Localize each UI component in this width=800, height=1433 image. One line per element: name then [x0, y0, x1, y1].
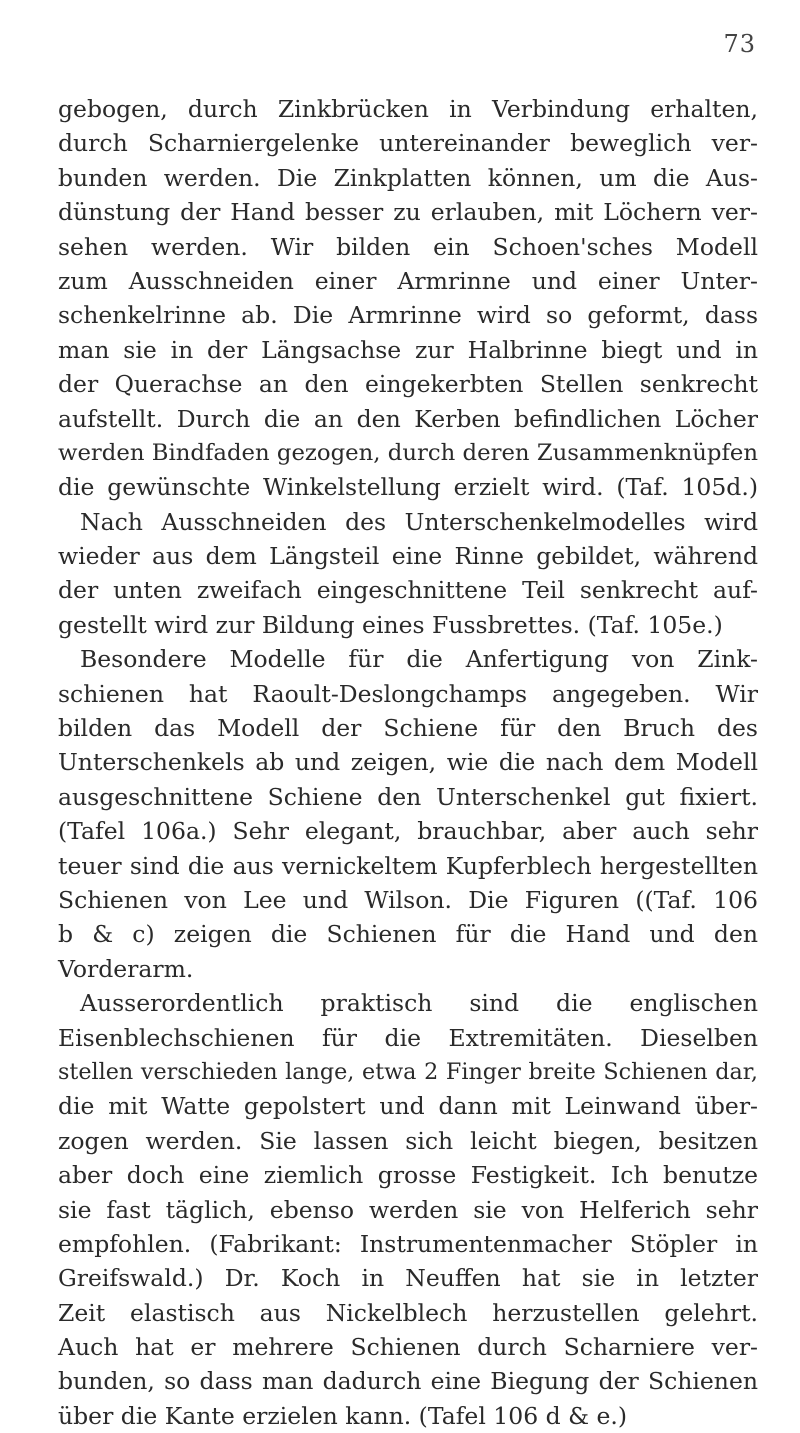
text-line: werden Bindfaden gezogen, durch deren Zusammenknüpfen [58, 439, 758, 466]
text-line: dünstung der Hand besser zu erlauben, mit Löchern ver- [58, 198, 758, 227]
text-line: die mit Watte gepolstert und dann mit Leinwand über- [58, 1092, 758, 1121]
text-line: Nach Ausschneiden des Unterschenkelmodelles wird [80, 507, 758, 536]
text-line: Greifswald.) Dr. Koch in Neuffen hat sie in letzter [58, 1264, 758, 1293]
text-line: b & c) zeigen die Schienen für die Hand und den [58, 920, 758, 949]
text-line: der Querachse an den eingekerbten Stellen senkrecht [58, 370, 758, 399]
text-line: Eisenblechschienen für die Extremitäten. Dieselben [58, 1023, 758, 1052]
text-line: teuer sind die aus vernickeltem Kupferblech hergestellten [58, 851, 758, 880]
text-line: Ausserordentlich praktisch sind die englischen [80, 989, 758, 1018]
text-line: empfohlen. (Fabrikant: Instrumentenmacher Stöpler in [58, 1229, 758, 1258]
text-line: der unten zweifach eingeschnittene Teil senkrecht auf- [58, 576, 758, 605]
text-line: wieder aus dem Längsteil eine Rinne gebildet, während [58, 542, 758, 571]
text-line: bilden das Modell der Schiene für den Bruch des [58, 714, 758, 743]
text-line: man sie in der Längsachse zur Halbrinne biegt und in [58, 335, 758, 364]
text-line: gestellt wird zur Bildung eines Fussbrettes. (Taf. 105e.) [58, 610, 723, 639]
page-number: 73 [723, 30, 756, 58]
text-line: durch Scharniergelenke untereinander beweglich ver- [58, 129, 758, 158]
text-line: Zeit elastisch aus Nickelblech herzustellen gelehrt. [58, 1298, 758, 1327]
text-line: Unterschenkels ab und zeigen, wie die nach dem Modell [58, 748, 758, 777]
body-text [58, 92, 758, 1433]
text-line: sie fast täglich, ebenso werden sie von Helferich sehr [58, 1195, 758, 1224]
text-line: Auch hat er mehrere Schienen durch Scharniere ver- [58, 1333, 758, 1362]
text-line: sehen werden. Wir bilden ein Schoen'sches Modell [58, 232, 758, 261]
text-line: aufstellt. Durch die an den Kerben befindlichen Löcher [58, 404, 758, 433]
text-line: gebogen, durch Zinkbrücken in Verbindung erhalten, [58, 95, 758, 123]
text-line: über die Kante erzielen kann. (Tafel 106 d & e.) [58, 1401, 628, 1430]
text-line: bunden werden. Die Zinkplatten können, um die Aus- [58, 163, 758, 192]
text-line: aber doch eine ziemlich grosse Festigkeit. Ich benutze [58, 1161, 758, 1190]
text-line: bunden, so dass man dadurch eine Biegung der Schienen [58, 1367, 758, 1396]
text-line: (Tafel 106a.) Sehr elegant, brauchbar, aber auch sehr [58, 817, 758, 846]
text-line: Vorderarm. [58, 954, 194, 983]
text-line: ausgeschnittene Schiene den Unterschenkel gut fixiert. [58, 782, 758, 811]
text-line: zogen werden. Sie lassen sich leicht biegen, besitzen [58, 1126, 758, 1155]
text-line: die gewünschte Winkelstellung erzielt wird. (Taf. 105d.) [58, 473, 758, 502]
text-line: schienen hat Raoult-Deslongchamps angegeben. Wir [58, 679, 758, 708]
text-line: stellen verschieden lange, etwa 2 Finger breite Schienen dar, [58, 1058, 758, 1085]
text-line: zum Ausschneiden einer Armrinne und einer Unter- [58, 266, 758, 295]
text-line: Schienen von Lee und Wilson. Die Figuren ((Taf. 106 [58, 885, 758, 914]
text-line: Besondere Modelle für die Anfertigung von Zink- [80, 645, 758, 674]
text-line: schenkelrinne ab. Die Armrinne wird so geformt, dass [58, 301, 758, 330]
